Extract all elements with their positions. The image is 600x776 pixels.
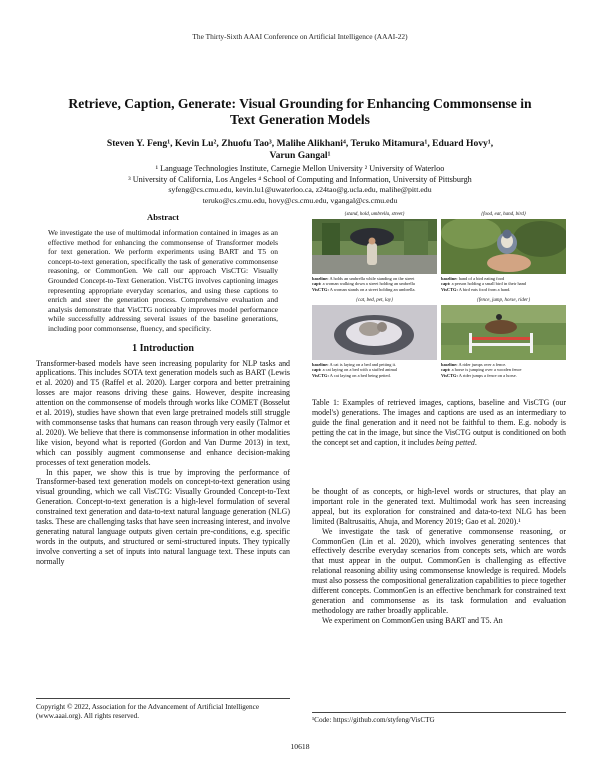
caption-output: a person holding a small bird in their hand — [451, 281, 527, 287]
example-table-grid — [312, 212, 566, 392]
section-heading-introduction: 1 Introduction — [132, 342, 194, 354]
table-caption-emphasis: being petted — [436, 437, 475, 447]
example-cell-horse — [441, 298, 566, 378]
visctg-label: VisCTG: — [312, 286, 329, 292]
visctg-output: A cat laying on a bed being petted. — [329, 372, 391, 378]
caption-block — [441, 276, 566, 292]
visctg-output: A bird eats food from a hand. — [458, 286, 511, 292]
baseline-label: baseline: — [441, 276, 458, 281]
visctg-output: A woman stands on a street holding an umbrella. — [329, 286, 416, 292]
visctg-label: VisCTG: — [441, 372, 458, 378]
example-cell-bird — [441, 212, 566, 292]
concept-set: {stand, hold, umbrella, street} — [344, 212, 405, 217]
baseline-output: A rider jumps over a fence. — [458, 362, 507, 367]
left-column — [36, 212, 290, 567]
caption-block — [312, 362, 437, 378]
capt-label: capt: — [312, 281, 322, 287]
baseline-output: A cat is laying on a bed and petting it. — [329, 362, 397, 367]
visctg-output: A rider jumps a fence on a horse. — [458, 372, 517, 378]
baseline-label: baseline: — [312, 362, 329, 367]
caption-block — [441, 362, 566, 378]
concept-set: {cat, bed, pet, lay} — [355, 298, 394, 303]
baseline-output: A holds an umbrella while standing on the street — [329, 276, 415, 281]
authors-line-1: Steven Y. Feng¹, Kevin Lu², Zhuofu Tao³, Malihe Alikhani⁴, Teruko Mitamura¹, Eduard Hovy¹, — [106, 138, 494, 149]
visctg-label: VisCTG: — [312, 372, 329, 378]
affiliations — [40, 164, 560, 206]
baseline-output: hand of a bird eating food — [458, 276, 505, 281]
author-list — [40, 138, 560, 162]
intro-paragraph-2: In this paper, we show this is true by improving the performance of Transformer-based text generation models on concept-to-text generation using visual grounding, which we call VisCTG: Visually Grounded Concept-to-Text Generation. Concept-to-text generation is a high-level formulation of several constrained text generation and data-to-text natural language generation (NLG) tasks. These are challenging tasks that have seen increasing interest, and involve generating natural language outputs given certain pre-conditions, e.g. specific words in the outputs, and structured or semi-structured inputs. They typically involve converting a set of inputs into natural language text. These inputs can normally — [36, 467, 290, 566]
retrieved-image-bird — [441, 219, 566, 274]
example-cell-cat — [312, 298, 437, 378]
table-1-caption — [312, 398, 566, 448]
page-number: 10618 — [290, 742, 310, 751]
affiliation-line-2: ³ University of California, Los Angeles ⁴ School of Computing and Information, University of Pittsburgh — [128, 174, 472, 184]
caption-output: a cat laying on a bed with a stuffed animal — [322, 367, 398, 373]
concept-set: {fence, jump, horse, rider} — [476, 298, 531, 303]
caption-block — [312, 276, 437, 292]
capt-label: capt: — [441, 281, 451, 287]
example-cell-umbrella — [312, 212, 437, 292]
paper-title — [40, 96, 560, 128]
retrieved-image-umbrella — [312, 219, 437, 274]
abstract-heading: Abstract — [147, 212, 179, 222]
retrieved-image-cat — [312, 305, 437, 360]
baseline-label: baseline: — [312, 276, 329, 281]
right-paragraph-1: be thought of as concepts, or high-level words or structures, that play an important role in the generated text. Multimodal work has seen increasing appeal, but its exploration for constrained and data-to-text NLG has been limited (Baltrusaitis, Ahuja, and Morency 2019; Gao et al. 2020).¹ — [312, 487, 566, 526]
copyright-notice: Copyright © 2022, Association for the Advancement of Artificial Intelligence (www.aaai.org). All rights reserved. — [36, 698, 290, 721]
running-head: The Thirty-Sixth AAAI Conference on Artificial Intelligence (AAAI-22) — [192, 32, 408, 41]
capt-label: capt: — [441, 367, 451, 373]
authors-line-2: Varun Gangal¹ — [269, 150, 331, 161]
capt-label: capt: — [312, 367, 322, 373]
table-caption-text: Table 1: Examples of retrieved images, captions, baseline and VisCTG (our model's) generations. The images and captions are used as an intermediary to guide the final generation and it need not be faithful to them. E.g. nobody is petting the cat in the image, but since the VisCTG output is conditioned on both the concept set and caption, it includes — [312, 398, 566, 447]
caption-output: a horse is jumping over a wooden fence — [451, 367, 522, 373]
right-column-text — [312, 487, 566, 626]
caption-output: a woman walking down a street holding an umbrella — [322, 281, 415, 287]
footnote-code-link: ¹Code: https://github.com/styfeng/VisCTG — [312, 712, 566, 724]
title-line-2: Text Generation Models — [230, 112, 370, 127]
right-paragraph-2: We investigate the task of generative commonsense reasoning, or CommonGen (Lin et al. 2020), which involves generating sentences that effectively describe everyday scenarios from concepts sets, which are words that must appear in the output. CommonGen is challenging as effective relational reasoning ability using commonsense knowledge is required. Models must also possess the compositional generalization capabilities to piece together different concepts. CommonGen is an effective benchmark for constrained text generation and commonsense as its task formulation and evaluation methodology are rather broadly applicable. — [312, 526, 566, 615]
baseline-label: baseline: — [441, 362, 458, 367]
table-caption-end: . — [474, 437, 477, 447]
email-line-2: teruko@cs.cmu.edu, hovy@cs.cmu.edu, vgangal@cs.cmu.edu — [202, 195, 398, 205]
right-paragraph-3: We experiment on CommonGen using BART and T5. An — [322, 615, 503, 625]
concept-set: {food, eat, hand, bird} — [481, 212, 526, 217]
email-line-1: syfeng@cs.cmu.edu, kevin.lu1@uwaterloo.ca, z24tao@g.ucla.edu, malihe@pitt.edu — [168, 185, 432, 195]
abstract-text: We investigate the use of multimodal information contained in images as an effective method for enhancing the commonsense of Transformer models for text generation. We perform experiments using BART and T5 on concept-to-text generation, specifically the task of generative commonsense reasoning, or CommonGen. We call our approach VisCTG: Visually Grounded Concept-to-Text Generation. VisCTG involves captioning images representing appropriate everyday scenarios, and using these captions to enrich and steer the generation process. Comprehensive evaluation and analysis demonstrate that VisCTG noticeably improves model performance while successfully addressing several issues of the baseline generations, including poor commonsense, fluency, and specificity. — [48, 228, 278, 333]
retrieved-image-horse — [441, 305, 566, 360]
visctg-label: VisCTG: — [441, 286, 458, 292]
affiliation-line-1: ¹ Language Technologies Institute, Carnegie Mellon University ² University of Waterloo — [155, 164, 445, 173]
title-line-1: Retrieve, Caption, Generate: Visual Grounding for Enhancing Commonsense in — [68, 96, 532, 111]
intro-paragraph-1: Transformer-based models have seen increasing popularity for NLP tasks and applications. This includes SOTA text generation models such as BART (Lewis et al. 2020) and T5 (Raffel et al. 2020). Larger corpora and better pretraining losses are major reasons driving these gains. However, despite increasing attention on the commonsense of models through works like COMET (Bosselut et al. 2019), studies have shown that even large pretrained models still struggle with commonsense tasks that humans can reason through very easily (Talmor et al. 2020). We believe that there is commonsense information in other modalities like vision, beyond what is reported (Gordon and Van Durme 2013) in text, which can possibly augment commonsense and enhance decision-making processes of text generation models. — [36, 358, 290, 467]
